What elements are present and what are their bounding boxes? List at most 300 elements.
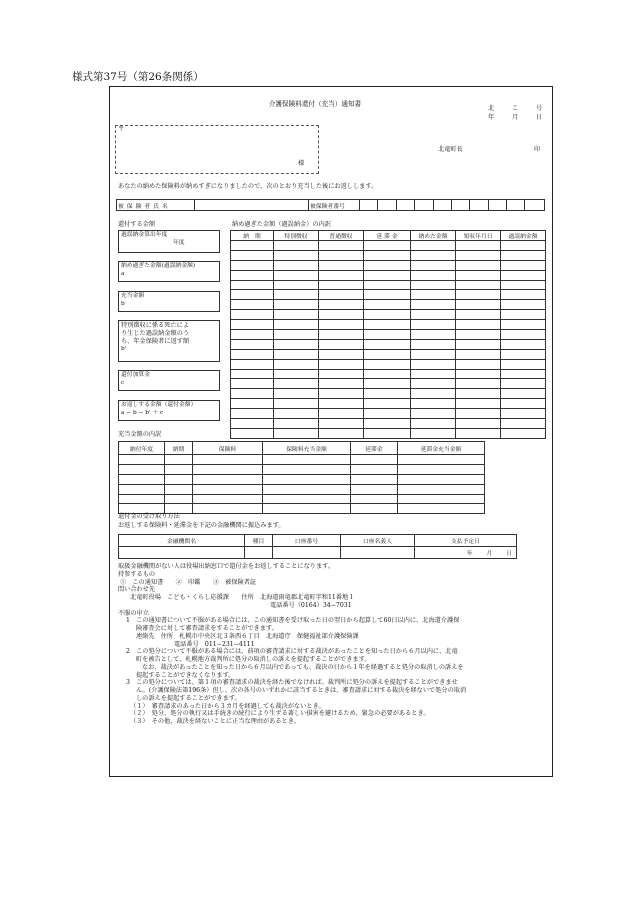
table-cell (411, 369, 456, 379)
table-cell (456, 260, 501, 270)
table-cell (319, 419, 364, 429)
note-line: （１） 審査請求のあった日から３カ月を経過しても裁決がないとき。 (130, 702, 325, 710)
refund-total-label: お返しする金額（還付金額） (121, 402, 197, 408)
note-line: 提起することができなくなります。 (136, 671, 235, 679)
pension-return-line3: ち、年金保険者に返す額 (121, 338, 190, 346)
table-cell (274, 389, 319, 399)
table-cell (456, 379, 501, 389)
table-cell (193, 464, 263, 474)
table-cell (364, 260, 411, 270)
table-row (231, 389, 546, 399)
table-row (231, 330, 546, 340)
table-cell (263, 464, 351, 474)
table-cell (319, 290, 364, 300)
table-cell (319, 260, 364, 270)
table-cell (193, 455, 263, 465)
table-cell (501, 270, 546, 280)
table-cell (231, 399, 274, 409)
table-cell (319, 389, 364, 399)
table-cell (456, 310, 501, 320)
table-cell (364, 339, 411, 349)
note-line: 険審査会に対して審査請求をすることができます。 (136, 625, 278, 632)
table-cell (398, 474, 485, 484)
table-cell (193, 504, 263, 514)
table-cell (319, 369, 364, 379)
overpaid-amount-label: 納め過ぎた金額(過誤納金額) (121, 263, 196, 269)
note-line: なお、裁決があったことを知った日から６月以内であっても、裁決の日から１年を経過すると処分の取消しの訴えを (142, 663, 464, 671)
allocation-body (119, 455, 485, 514)
table-cell (193, 494, 263, 504)
table-cell (411, 320, 456, 330)
table-cell (319, 330, 364, 340)
overpaid-section-label: 納め過ぎた金額（過誤納金）の内訳 (232, 221, 331, 228)
note-line: （３） その他、裁決を経ないことに正当な理由があるとき。 (130, 718, 300, 725)
table-cell (411, 270, 456, 280)
table-cell (456, 369, 501, 379)
table-cell (501, 399, 546, 409)
breakdown-header: 普通徴収 (319, 231, 364, 241)
table-cell (501, 300, 546, 310)
doc-no-go: 号 (536, 105, 543, 112)
table-row (231, 359, 546, 369)
insured-number-label: 被保険者番号 (309, 200, 360, 211)
table-row (231, 290, 546, 300)
table-cell (501, 419, 546, 429)
bank-header: 支払予定日 (415, 535, 517, 547)
note-line: 2 この処分について不服がある場合には、前項の審査請求に対する裁決があったことを知った日から６月以内に、北竜 (126, 648, 458, 656)
table-cell (411, 349, 456, 359)
table-cell (456, 241, 501, 251)
insured-number-digit (396, 200, 414, 211)
table-cell (456, 250, 501, 260)
insured-number-digit (525, 200, 545, 211)
table-cell (319, 280, 364, 290)
table-cell (231, 428, 274, 438)
note-line: ん。(介護保険法第196条）但し、次の各号のいずれかに該当するときは、審査請求に対する裁決を経ないで処分の取消 (136, 687, 467, 694)
allocation-header: 納付年度 (119, 442, 165, 455)
table-cell (263, 455, 351, 465)
table-cell (501, 369, 546, 379)
table-cell (231, 260, 274, 270)
table-cell (411, 310, 456, 320)
table-cell (319, 270, 364, 280)
note-line: 3 この処分については、第１項の審査請求の裁決を経た後でなければ、裁判所に処分の訴えを提起することができませ (126, 679, 458, 687)
table-cell (456, 290, 501, 300)
table-cell (274, 260, 319, 270)
table-cell (456, 409, 501, 419)
breakdown-header: 領収年月日 (456, 231, 501, 241)
table-cell (231, 379, 274, 389)
table-cell (319, 379, 364, 389)
table-cell (231, 300, 274, 310)
bank-header: 種目 (245, 535, 273, 547)
table-cell (263, 474, 351, 484)
table-cell (231, 339, 274, 349)
table-cell (274, 241, 319, 251)
table-cell (319, 300, 364, 310)
table-cell (231, 320, 274, 330)
allocated-amount-label: 充当金額 (121, 293, 145, 299)
table-cell (456, 419, 501, 429)
table-cell (119, 455, 165, 465)
table-cell (351, 484, 398, 494)
table-cell (364, 280, 411, 290)
table-row (119, 464, 485, 474)
form-number: 様式第37号（第26条関係） (72, 71, 204, 83)
allocation-header: 納期 (165, 442, 193, 455)
table-row (231, 399, 546, 409)
method-text: お返しする保険料・延滞金を下記の金融機関に振込みます。 (118, 522, 285, 529)
table-cell (398, 484, 485, 494)
table-cell (231, 330, 274, 340)
table-cell (231, 270, 274, 280)
table-cell (274, 359, 319, 369)
table-cell (456, 389, 501, 399)
insured-number-digit (488, 200, 506, 211)
table-cell (398, 455, 485, 465)
calc-year-label: 過誤納金算出年度 (121, 232, 168, 238)
table-cell (165, 494, 193, 504)
table-cell (274, 320, 319, 330)
table-cell (231, 250, 274, 260)
postal-mark: 〒 (118, 126, 125, 133)
table-cell (501, 310, 546, 320)
table-cell (456, 349, 501, 359)
table-cell (501, 250, 546, 260)
table-cell (274, 349, 319, 359)
table-cell (501, 428, 546, 438)
table-cell (193, 484, 263, 494)
refund-total-formula: a − b − b' ＋ c (121, 409, 164, 416)
table-cell (501, 359, 546, 369)
note-line: 北竜町役場 こども・くらし応援課 住所 北海道雨竜郡北竜町字和11番地１ (130, 594, 355, 601)
table-cell (274, 290, 319, 300)
table-cell (411, 419, 456, 429)
note-line: （２） 処分、処分の執行又は手続きの続行により生ずる著しい損害を避けるため、緊急の必要があるとき。 (130, 710, 430, 718)
pension-return-line1: 特別徴収に係る死亡によ (121, 322, 190, 329)
table-cell (456, 330, 501, 340)
table-cell (398, 464, 485, 474)
table-cell (456, 320, 501, 330)
insured-number-digit (415, 200, 433, 211)
table-cell (501, 409, 546, 419)
table-cell (364, 290, 411, 300)
table-cell (119, 484, 165, 494)
table-cell (231, 409, 274, 419)
table-cell (411, 379, 456, 389)
table-cell (398, 504, 485, 514)
calc-year-box (118, 230, 220, 253)
pay-date-month: 月 (486, 551, 493, 557)
table-cell (364, 250, 411, 260)
table-cell (501, 349, 546, 359)
table-cell (319, 349, 364, 359)
allocation-header: 保険料充当金額 (263, 442, 351, 455)
table-cell (456, 359, 501, 369)
insured-table (116, 199, 545, 211)
bank-header: 口座名義人 (341, 535, 415, 547)
table-cell (501, 330, 546, 340)
table-cell (501, 389, 546, 399)
table-row (231, 349, 546, 359)
seal-mark: 印 (534, 146, 541, 153)
table-cell (319, 359, 364, 369)
table-cell (165, 474, 193, 484)
table-row (231, 260, 546, 270)
note-line: 電話番号 011−231−4111 (174, 640, 255, 648)
table-cell (351, 504, 398, 514)
table-cell (411, 330, 456, 340)
table-cell (231, 310, 274, 320)
table-cell (319, 310, 364, 320)
table-cell (456, 280, 501, 290)
table-cell (364, 369, 411, 379)
bank-cell (119, 547, 245, 559)
table-row (231, 241, 546, 251)
date-month: 月 (512, 114, 519, 121)
notes-block (118, 563, 550, 726)
table-cell (231, 369, 274, 379)
honorific: 様 (298, 160, 305, 167)
calc-year-suffix: 年度 (173, 239, 185, 246)
overpaid-amount-symbol: a (121, 270, 125, 277)
table-row (231, 419, 546, 429)
refund-addition-symbol: c (121, 379, 125, 386)
table-cell (456, 399, 501, 409)
table-cell (165, 455, 193, 465)
table-row (231, 320, 546, 330)
allocated-amount-box (118, 291, 220, 312)
insured-number-digit (507, 200, 525, 211)
method-label: 還付金の受け取り方法 (118, 513, 180, 520)
note-line: 持参するもの (118, 570, 156, 578)
allocation-header: 保険料 (193, 442, 263, 455)
table-cell (411, 290, 456, 300)
pay-date-cell (415, 547, 517, 559)
breakdown-body (231, 241, 546, 439)
table-cell (274, 339, 319, 349)
table-cell (364, 389, 411, 399)
bank-cell (341, 547, 415, 559)
table-cell (319, 241, 364, 251)
table-cell (364, 399, 411, 409)
table-cell (231, 389, 274, 399)
table-cell (274, 369, 319, 379)
table-cell (364, 310, 411, 320)
table-cell (351, 455, 398, 465)
breakdown-header: 納 期 (231, 231, 274, 241)
allocation-table (118, 441, 485, 514)
bank-table (118, 534, 517, 559)
page-title: 介護保険料還付（充当）通知書 (268, 100, 362, 108)
note-line: 連絡先 住所 札幌市中央区北３条西６丁目 北海道庁 保健福祉部介護保険課 (136, 632, 359, 640)
table-cell (411, 241, 456, 251)
table-cell (364, 428, 411, 438)
table-row (119, 474, 485, 484)
pension-return-symbol: b' (121, 346, 127, 353)
table-cell (231, 359, 274, 369)
table-row (231, 280, 546, 290)
table-cell (456, 300, 501, 310)
table-cell (501, 320, 546, 330)
table-cell (119, 474, 165, 484)
table-row (119, 455, 485, 465)
table-cell (119, 464, 165, 474)
table-cell (351, 494, 398, 504)
overpaid-amount-box (118, 261, 220, 282)
table-cell (119, 494, 165, 504)
insured-name-cell (194, 200, 308, 211)
table-row (231, 339, 546, 349)
table-cell (263, 494, 351, 504)
table-cell (501, 290, 546, 300)
table-row (231, 428, 546, 438)
pension-return-line2: り生じた過誤納金額のう (121, 330, 190, 338)
table-cell (274, 399, 319, 409)
refund-total-box (118, 400, 220, 421)
table-cell (263, 484, 351, 494)
table-cell (231, 290, 274, 300)
breakdown-header: 過誤納金額 (501, 231, 546, 241)
note-line: 不服の申立 (118, 609, 149, 617)
bank-cell (273, 547, 341, 559)
table-cell (364, 300, 411, 310)
insured-number-digit (360, 200, 378, 211)
bank-header: 金融機関名 (119, 535, 245, 547)
table-cell (411, 260, 456, 270)
date-year: 年 (488, 114, 495, 121)
table-cell (411, 280, 456, 290)
refund-section-label: 還付する金額 (118, 221, 156, 228)
breakdown-header: 納めた金額 (411, 231, 456, 241)
table-cell (364, 379, 411, 389)
table-cell (274, 379, 319, 389)
table-cell (501, 280, 546, 290)
table-cell (364, 409, 411, 419)
note-line: 取扱金融機関がない人は役場出納窓口で還付金をお返しすることになります。 (118, 563, 335, 570)
table-cell (231, 419, 274, 429)
breakdown-table (230, 230, 546, 439)
table-cell (364, 419, 411, 429)
table-cell (398, 494, 485, 504)
pay-date-year: 年 (466, 551, 473, 557)
table-cell (263, 504, 351, 514)
table-cell (274, 310, 319, 320)
table-cell (231, 349, 274, 359)
table-cell (274, 250, 319, 260)
note-line: ① この通知書 ② 印鑑 ③ 被保険者証 (120, 578, 257, 586)
doc-no-ko: こ (512, 105, 519, 112)
table-cell (319, 320, 364, 330)
table-cell (501, 241, 546, 251)
table-cell (231, 241, 274, 251)
table-cell (364, 330, 411, 340)
table-cell (411, 300, 456, 310)
insured-name-label: 被保険者氏名 (117, 200, 195, 211)
table-cell (319, 399, 364, 409)
table-row (231, 409, 546, 419)
table-cell (319, 250, 364, 260)
table-row (231, 310, 546, 320)
table-cell (411, 339, 456, 349)
table-cell (411, 359, 456, 369)
table-cell (411, 389, 456, 399)
table-row (231, 270, 546, 280)
allocation-label: 充当金額の内訳 (118, 431, 162, 438)
insured-number-digit (433, 200, 451, 211)
refund-addition-label: 還付加算金 (121, 372, 150, 378)
table-cell (411, 399, 456, 409)
doc-no-kita: 北 (488, 105, 495, 112)
table-cell (411, 409, 456, 419)
table-cell (411, 250, 456, 260)
table-row (119, 484, 485, 494)
table-cell (165, 484, 193, 494)
breakdown-header: 延 滞 金 (364, 231, 411, 241)
intro-text: あなたの納めた保険料が納めすぎになりましたので、次のとおり充当した後にお返しします。 (118, 183, 378, 190)
table-cell (274, 409, 319, 419)
table-cell (364, 349, 411, 359)
note-line: 問い合わせ先 (118, 586, 156, 594)
table-cell (456, 270, 501, 280)
insured-number-digit (451, 200, 469, 211)
table-row (231, 369, 546, 379)
table-cell (351, 464, 398, 474)
address-box (115, 125, 319, 174)
table-cell (274, 330, 319, 340)
table-cell (193, 474, 263, 484)
note-line: 1 この通知書について不服がある場合には、この通知書を受け取った日の翌日から起算して60日以内に、北海道介護保 (126, 617, 460, 625)
table-cell (274, 428, 319, 438)
table-cell (501, 379, 546, 389)
table-row (231, 379, 546, 389)
refund-addition-box (118, 370, 220, 391)
table-cell (319, 409, 364, 419)
allocated-amount-symbol: b (121, 300, 125, 307)
table-row (119, 494, 485, 504)
table-cell (364, 320, 411, 330)
allocation-header: 延滞金充当金額 (398, 442, 485, 455)
table-cell (456, 428, 501, 438)
table-cell (319, 428, 364, 438)
table-cell (456, 339, 501, 349)
table-cell (501, 339, 546, 349)
table-cell (274, 280, 319, 290)
note-line: 町を被告として、札幌地方裁判所に処分の取消しの訴えを提起することができます。 (136, 656, 371, 663)
table-cell (274, 300, 319, 310)
table-cell (411, 428, 456, 438)
date-day: 日 (536, 114, 543, 121)
insured-number-digit (378, 200, 396, 211)
pay-date-day: 日 (506, 551, 512, 557)
bank-cell (245, 547, 273, 559)
note-line: しの訴えを提起することができます。 (136, 694, 241, 702)
table-cell (364, 359, 411, 369)
issuer-name: 北竜町長 (438, 146, 463, 153)
table-cell (231, 280, 274, 290)
table-cell (364, 241, 411, 251)
breakdown-header: 特別徴収 (274, 231, 319, 241)
table-cell (364, 270, 411, 280)
bank-header: 口座番号 (273, 535, 341, 547)
table-cell (274, 419, 319, 429)
insured-number-digit (470, 200, 488, 211)
pension-return-box (118, 320, 220, 362)
allocation-header: 延滞金 (351, 442, 398, 455)
table-cell (274, 270, 319, 280)
table-cell (501, 260, 546, 270)
table-cell (165, 464, 193, 474)
